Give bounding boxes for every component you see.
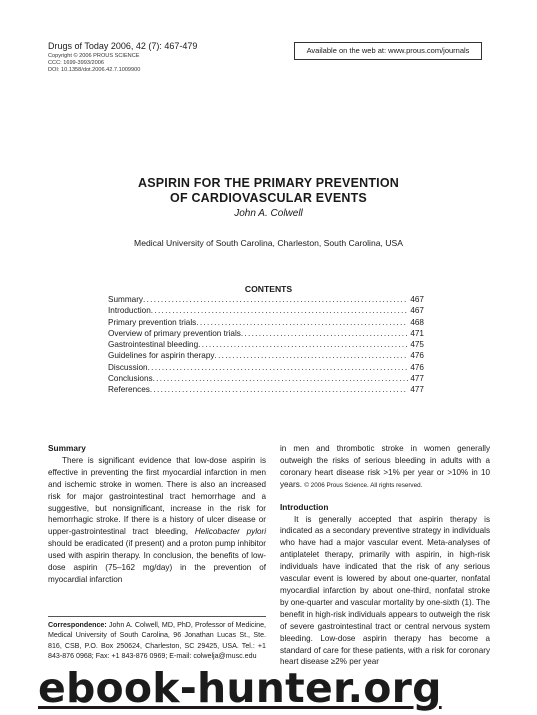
toc-entry-summary	[108, 294, 424, 305]
correspondence-text: John A. Colwell, MD, PhD, Professor of Medicine, Medical University of South Carolina, 96 Jonathan Lucas St., Ste. 816, CSB, P.O. Box 250624, Charleston, SC 29425, USA. Tel.: +1 843-876 0968; Fax: +1 843-876 0969; E-mail: colwelja@musc.edu	[48, 621, 266, 661]
summary-text-b: should be eradicated (if present) and a proton pump inhibitor used with aspirin therapy. In conclusion, the benefits of low-dose aspirin (75–162 mg/day) in the prevention of myocardial infarction	[48, 539, 266, 584]
toc-page: 477	[410, 385, 424, 395]
toc-leader	[196, 317, 408, 328]
toc-page: 468	[410, 317, 424, 327]
summary-text-a: There is significant evidence that low-dose aspirin is effective in preventing the first myocardial infarction in men and ischemic stroke in women. There is also an increased risk for major gastrointestinal tract hemorrhage and a suggestive, but nonsignificant, increase in the risk for hemorrhagic stroke. If there is a history of ulcer disease or upper-gastrointestinal tract bleeding,	[48, 455, 266, 537]
toc-label: Guidelines for aspirin therapy	[108, 351, 215, 361]
toc-page: 467	[410, 295, 424, 304]
toc-leader	[198, 339, 408, 350]
summary-italic-term: Helicobacter pylori	[194, 527, 266, 537]
toc-leader	[153, 373, 409, 384]
toc-leader	[151, 305, 409, 316]
toc-entry-references	[108, 384, 424, 395]
toc-leader	[150, 384, 408, 395]
author-name: John A. Colwell	[234, 208, 303, 219]
toc-label: Primary prevention trials	[108, 317, 197, 327]
toc-leader	[241, 328, 408, 339]
toc-leader	[215, 350, 409, 361]
toc-entry-primary-prevention	[108, 317, 424, 328]
toc-label: Conclusions	[108, 374, 153, 384]
toc-page: 476	[410, 351, 424, 361]
toc-label: Summary	[108, 295, 144, 304]
toc-label: Introduction	[108, 306, 151, 316]
toc-label: Gastrointestinal bleeding	[108, 340, 199, 350]
journal-citation: Drugs of Today 2006, 42 (7): 467-479	[48, 41, 198, 51]
summary-paragraph	[48, 455, 266, 586]
watermark-text: ebook-hunter.org	[38, 664, 442, 712]
toc-leader	[148, 362, 409, 373]
correspondence-label: Correspondence:	[48, 621, 107, 629]
toc-label: Discussion	[108, 362, 148, 372]
article-title-line-2: OF CARDIOVASCULAR EVENTS	[170, 191, 367, 205]
table-of-contents	[108, 294, 424, 396]
toc-label: References	[108, 385, 150, 395]
toc-entry-gi-bleeding	[108, 339, 424, 350]
summary-heading: Summary	[48, 443, 86, 453]
toc-entry-introduction	[108, 305, 424, 316]
introduction-heading: Introduction	[280, 501, 329, 512]
summary-continued	[280, 443, 490, 492]
toc-entry-guidelines	[108, 350, 424, 361]
watermark-logo	[38, 664, 442, 712]
article-title-line-1: ASPIRIN FOR THE PRIMARY PREVENTION	[138, 176, 399, 190]
author-affiliation: Medical University of South Carolina, Charleston, South Carolina, USA	[134, 238, 403, 248]
availability-box: Available on the web at: www.prous.com/journals	[294, 42, 482, 60]
toc-page: 476	[410, 362, 424, 372]
ccc-line: CCC: 1699-3993/2006	[48, 60, 104, 66]
right-column	[280, 443, 490, 698]
contents-heading: CONTENTS	[244, 284, 293, 294]
toc-entry-conclusions	[108, 373, 424, 384]
copyright-line: Copyright © 2006 PROUS SCIENCE	[48, 53, 140, 59]
toc-entry-discussion	[108, 362, 424, 373]
toc-page: 477	[410, 374, 424, 384]
doi-line: DOI: 10.1358/dot.2006.42.7.1009900	[48, 67, 141, 73]
toc-page: 471	[410, 328, 424, 338]
footnote-rule	[48, 616, 266, 617]
toc-leader	[143, 294, 408, 305]
toc-entry-overview	[108, 328, 424, 339]
toc-page: 467	[410, 306, 424, 316]
summary-copyright: © 2006 Prous Science. All rights reserved.	[304, 481, 423, 489]
introduction-paragraph: It is generally accepted that aspirin therapy is indicated as a secondary preventive strategy in individuals who have had a major vascular event. Meta-analyses of antiplatelet therapy, primarily with aspirin, in high-risk individuals have indicated that the risk of any serious vascular event is lowered by about one-quarter, nonfatal myocardial infarction by about one-third, nonfatal stroke by one-quarter and vascular mortality by one-sixth (1). The benefit in high-risk individuals appears to outweigh the risk of severe gastrointestinal tract or central nervous system bleeding. Low-dose aspirin therapy has become a standard of care for these patients, with a risk for coronary heart disease ≥2% per year	[280, 514, 490, 667]
summary-continued-text: in men and thrombotic stroke in women generally outweigh the risks of serious bleeding in adults with a coronary heart disease risk >1% per year or >10% in 10 years.	[280, 444, 490, 489]
summary-section	[48, 443, 266, 586]
toc-page: 475	[410, 340, 424, 350]
toc-label: Overview of primary prevention trials	[108, 328, 241, 338]
correspondence-note	[48, 620, 266, 662]
